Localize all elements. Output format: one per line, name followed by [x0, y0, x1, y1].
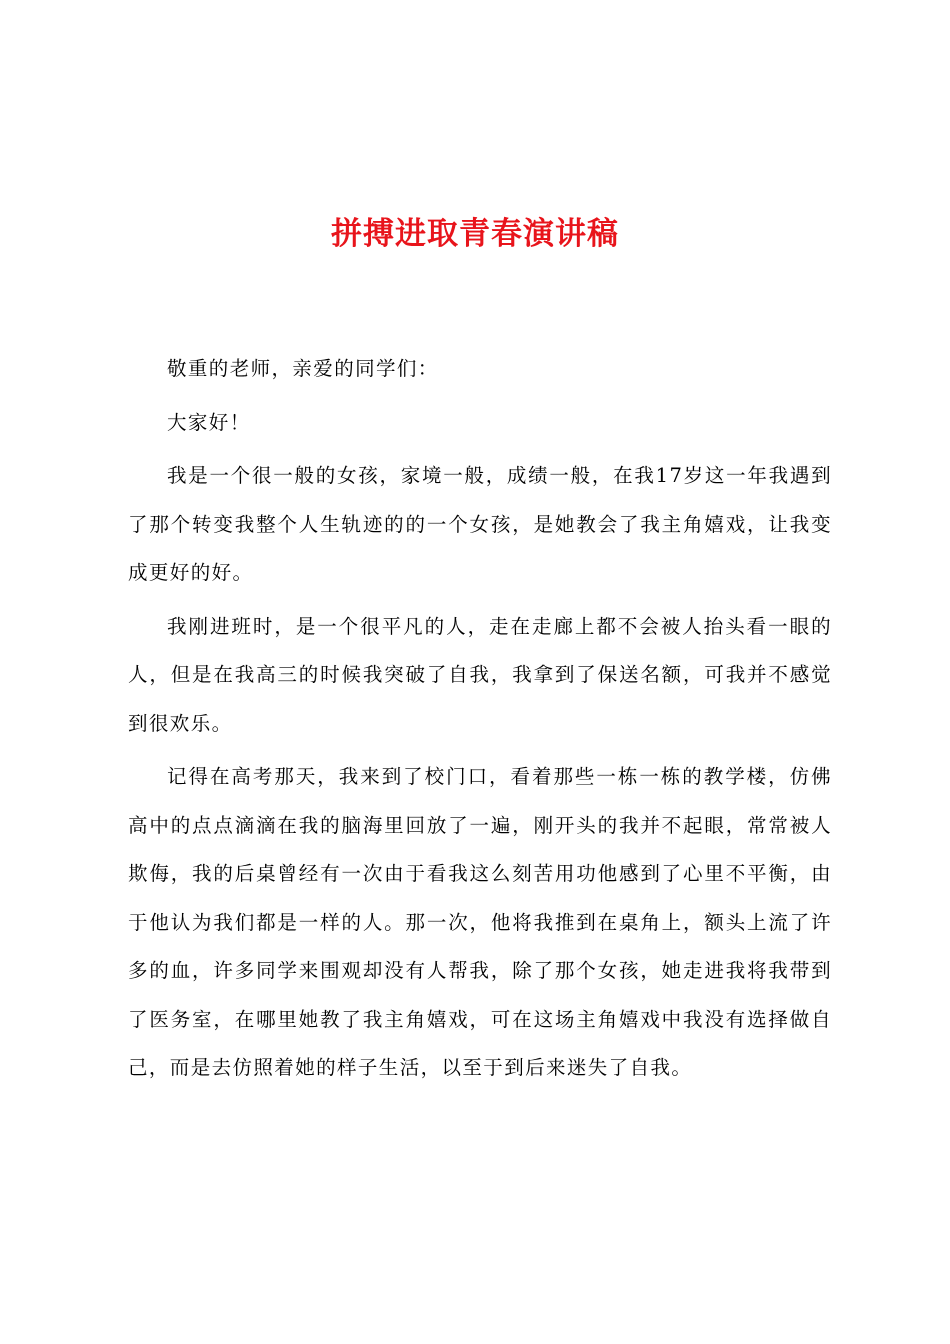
body-paragraph: 记得在高考那天，我来到了校门口，看着那些一栋一栋的教学楼，仿佛高中的点点滴滴在我的脑海里回放了一遍，刚开头的我并不起眼，常常被人欺侮，我的后桌曾经有一次由于看我这么刻苦用功他感到了心里不平衡，由于他认为我们都是一样的人。那一次，他将我推到在桌角上，额头上流了许多的血，许多同学来围观却没有人帮我，除了那个女孩，她走进我将我带到了医务室，在哪里她教了我主角嬉戏，可在这场主角嬉戏中我没有选择做自己，而是去仿照着她的样子生活，以至于到后来迷失了自我。 [128, 765, 832, 1079]
body-paragraph: 我刚进班时，是一个很平凡的人，走在走廊上都不会被人抬头看一眼的人，但是在我高三的时候我突破了自我，我拿到了保送名额，可我并不感觉到很欢乐。 [128, 614, 832, 735]
greeting-paragraph: 大家好！ [167, 410, 251, 434]
document-title: 拼搏进取青春演讲稿 [331, 216, 619, 252]
salutation-paragraph: 敬重的老师，亲爱的同学们： [167, 357, 439, 380]
document-body [128, 345, 832, 1098]
body-paragraph: 我是一个很一般的女孩，家境一般，成绩一般，在我17岁这一年我遇到了那个转变我整个人生轨迹的的一个女孩，是她教会了我主角嬉戏，让我变成更好的好。 [128, 464, 832, 584]
